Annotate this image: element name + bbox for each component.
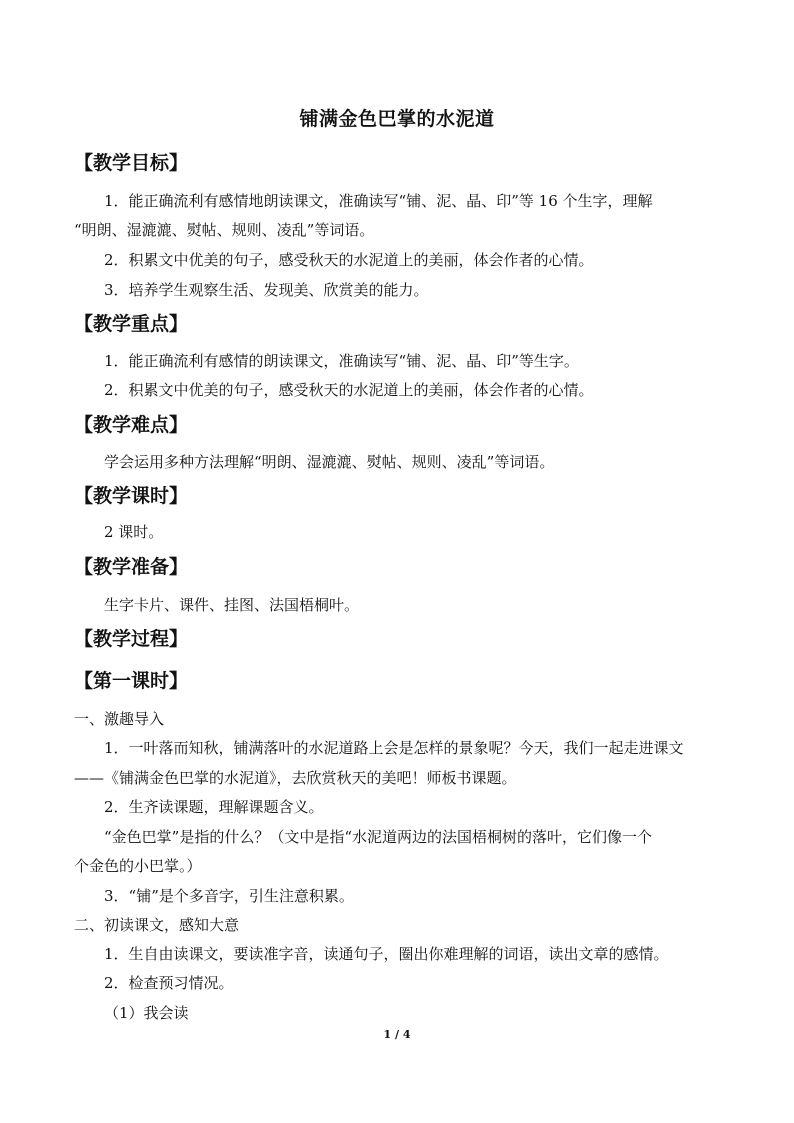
heading-process: 【教学过程】	[74, 628, 189, 650]
first-lesson-line-9: 1．生自由读课文，要读准字音，读通句子，圈出你难理解的词语，读出文章的感情。	[104, 945, 669, 963]
heading-hours: 【教学课时】	[74, 485, 189, 507]
first-lesson-line-8: 二、初读课文，感知大意	[74, 916, 240, 934]
page-number: 1 / 4	[383, 1028, 411, 1041]
goals-line-2: “明朗、湿漉漉、熨帖、规则、凌乱”等词语。	[74, 221, 375, 239]
first-lesson-line-2: 1．一叶落而知秋，铺满落叶的水泥道路上会是怎样的景象呢？今天，我们一起走进课文	[104, 739, 684, 757]
heading-key-points: 【教学重点】	[74, 313, 189, 335]
heading-goals: 【教学目标】	[74, 152, 189, 174]
first-lesson-line-6: 个金色的小巴掌。）	[74, 857, 202, 875]
heading-first-lesson: 【第一课时】	[74, 670, 189, 692]
goals-line-3: 2．积累文中优美的句子，感受秋天的水泥道上的美丽，体会作者的心情。	[104, 251, 594, 269]
first-lesson-line-4: 2．生齐读课题，理解课题含义。	[104, 798, 324, 816]
hours-line-1: 2 课时。	[104, 523, 164, 541]
goals-line-4: 3．培养学生观察生活、发现美、欣赏美的能力。	[104, 281, 429, 299]
heading-preparation: 【教学准备】	[74, 556, 189, 578]
first-lesson-line-10: 2．检查预习情况。	[104, 974, 234, 992]
difficulties-line-1: 学会运用多种方法理解“明朗、湿漉漉、熨帖、规则、凌乱”等词语。	[104, 453, 555, 471]
preparation-line-1: 生字卡片、课件、挂图、法国梧桐叶。	[104, 596, 360, 614]
first-lesson-line-7: 3．“铺”是个多音字，引生注意积累。	[104, 887, 354, 905]
first-lesson-line-3: ——《铺满金色巴掌的水泥道》，去欣赏秋天的美吧！师板书课题。	[74, 769, 517, 787]
key-points-line-2: 2．积累文中优美的句子，感受秋天的水泥道上的美丽，体会作者的心情。	[104, 381, 594, 399]
first-lesson-line-5: “金色巴掌”是指的什么？（文中是指“水泥道两边的法国梧桐树的落叶，它们像一个	[104, 828, 653, 846]
goals-line-1: 1．能正确流利有感情地朗读课文，准确读写“铺、泥、晶、印”等 16 个生字，理解	[104, 192, 653, 210]
key-points-line-1: 1．能正确流利有感情的朗读课文，准确读写“铺、泥、晶、印”等生字。	[104, 352, 579, 370]
first-lesson-line-11: （1）我会读	[104, 1004, 189, 1022]
document-title: 铺满金色巴掌的水泥道	[299, 108, 495, 130]
first-lesson-line-1: 一、激趣导入	[74, 710, 165, 728]
heading-difficulties: 【教学难点】	[74, 414, 189, 436]
